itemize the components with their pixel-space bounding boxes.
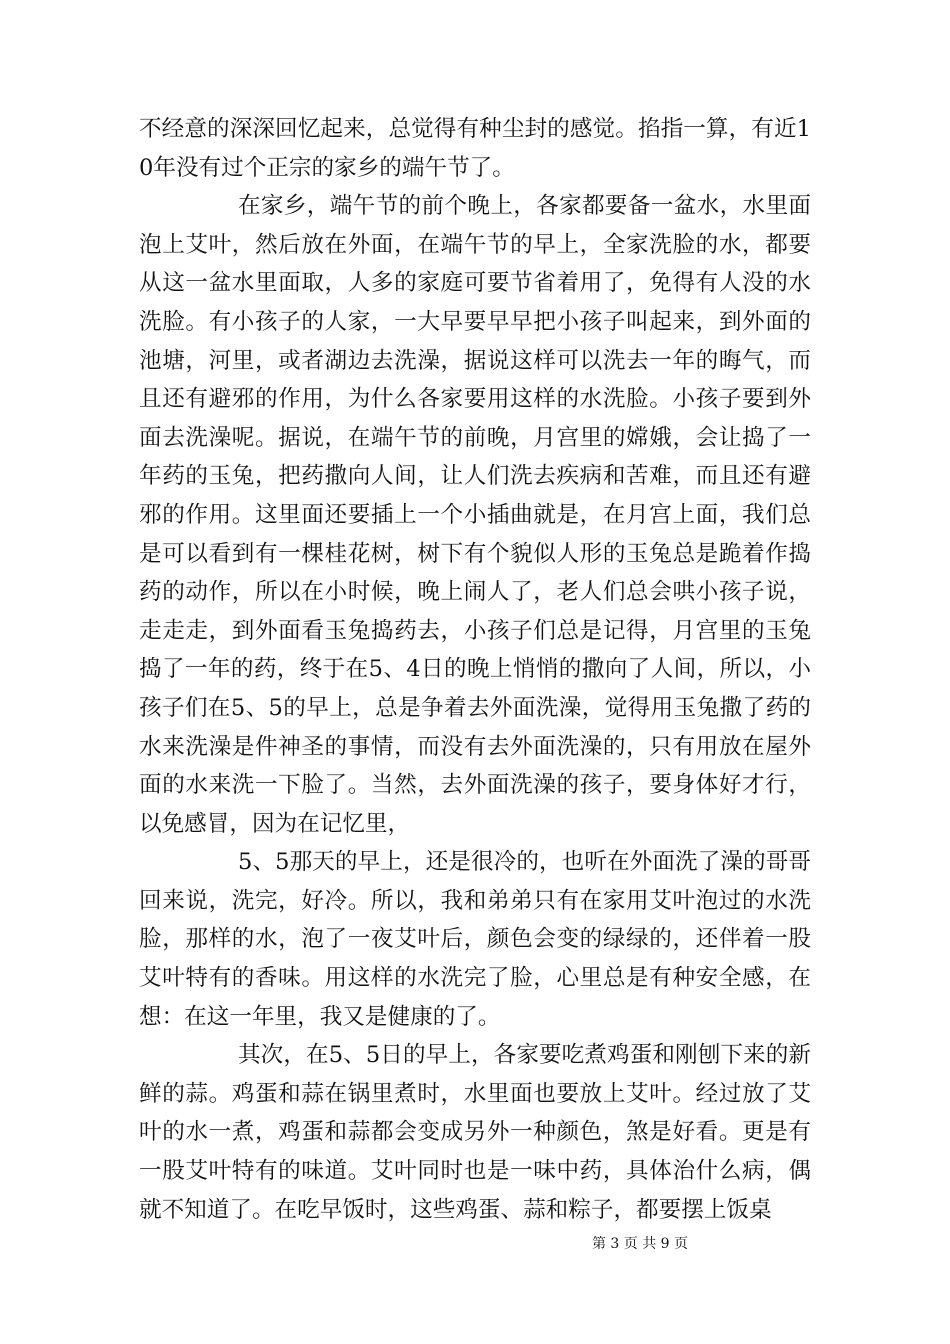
paragraph-3: 5、5那天的早上，还是很冷的，也听在外面洗了澡的哥哥回来说，洗完，好冷。所以，我和弟弟只有在家用艾叶泡过的水洗脸，那样的水，泡了一夜艾叶后，颜色会变的绿绿的，还伴着一股艾叶特有的香味。用这样的水洗完了脸，心里总是有种安全感，在想：在这一年里，我又是健康的了。 xyxy=(139,849,811,1030)
document-body xyxy=(139,110,811,1229)
paragraph-1: 不经意的深深回忆起来，总觉得有种尘封的感觉。掐指一算，有近10年没有过个正宗的家乡的端午节了。 xyxy=(139,116,811,181)
paragraph-4: 其次，在5、5日的早上，各家要吃煮鸡蛋和刚刨下来的新鲜的蒜。鸡蛋和蒜在锅里煮时，水里面也要放上艾叶。经过放了艾叶的水一煮，鸡蛋和蒜都会变成另外一种颜色，煞是好看。更是有一股艾叶特有的味道。艾叶同时也是一味中药，具体治什么病，偶就不知道了。在吃早饭时，这些鸡蛋、蒜和粽子，都要摆上饭桌 xyxy=(139,1042,811,1223)
page-number-footer: 第 3 页 共 9 页 xyxy=(591,1236,689,1252)
paragraph-2: 在家乡，端午节的前个晚上，各家都要备一盆水，水里面泡上艾叶，然后放在外面，在端午节的早上，全家洗脸的水，都要从这一盆水里面取，人多的家庭可要节省着用了，免得有人没的水洗脸。有小孩子的人家，一大早要早早把小孩子叫起来，到外面的池塘，河里，或者湖边去洗澡，据说这样可以洗去一年的晦气，而且还有避邪的作用，为什么各家要用这样的水洗脸。小孩子要到外面去洗澡呢。据说，在端午节的前晚，月宫里的嫦娥，会让捣了一年药的玉兔，把药撒向人间，让人们洗去疾病和苦难，而且还有避邪的作用。这里面还要插上一个小插曲就是，在月宫上面，我们总是可以看到有一棵桂花树，树下有个貌似人形的玉兔总是跪着作捣药的动作，所以在小时候，晚上闹人了，老人们总会哄小孩子说，走走走，到外面看玉兔捣药去，小孩子们总是记得，月宫里的玉兔捣了一年的药，终于在5、4日的晚上悄悄的撒向了人间，所以，小孩子们在5、5的早上，总是争着去外面洗澡，觉得用玉兔撒了药的水来洗澡是件神圣的事情，而没有去外面洗澡的，只有用放在屋外面的水来洗一下脸了。当然，去外面洗澡的孩子，要身体好才行，以免感冒，因为在记忆里， xyxy=(139,193,811,837)
